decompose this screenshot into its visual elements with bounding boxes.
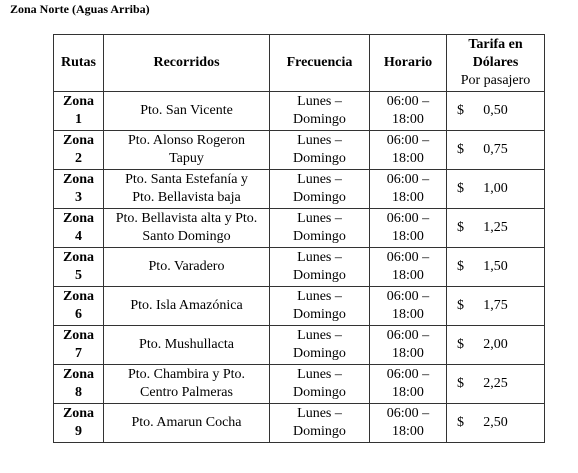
recorrido-line1: Pto. Mushullacta bbox=[139, 337, 234, 352]
cell-tarifa bbox=[447, 365, 545, 404]
tarifa-value: 0,50 bbox=[483, 103, 508, 118]
cell-horario bbox=[370, 92, 447, 131]
zona-label: Zona bbox=[62, 133, 95, 148]
zona-label: Zona bbox=[62, 211, 95, 226]
recorrido-line1: Pto. Santa Estefanía y bbox=[125, 172, 248, 187]
frecuencia-line2: Domingo bbox=[293, 385, 346, 400]
frecuencia-line1: Lunes – bbox=[297, 133, 342, 148]
horario-line1: 06:00 – bbox=[386, 406, 430, 421]
recorrido-line1: Pto. Varadero bbox=[148, 259, 225, 274]
cell-frecuencia bbox=[270, 131, 370, 170]
cell-horario bbox=[370, 287, 447, 326]
table-row bbox=[54, 404, 545, 443]
cell-recorrido bbox=[104, 404, 270, 443]
currency-symbol: $ bbox=[457, 415, 464, 430]
cell-horario bbox=[370, 326, 447, 365]
zona-number: 2 bbox=[75, 151, 82, 166]
zona-label: Zona bbox=[62, 172, 95, 187]
recorrido-line1: Pto. Alonso Rogeron bbox=[127, 133, 246, 148]
zona-number: 8 bbox=[75, 385, 82, 400]
cell-zona bbox=[54, 131, 104, 170]
recorrido-line1: Pto. Chambira y Pto. bbox=[127, 367, 246, 382]
cell-tarifa bbox=[447, 326, 545, 365]
zona-label: Zona bbox=[62, 289, 95, 304]
tarifa-value: 2,00 bbox=[483, 337, 508, 352]
frecuencia-line1: Lunes – bbox=[297, 328, 342, 343]
header-tarifa bbox=[447, 35, 545, 92]
cell-tarifa bbox=[447, 209, 545, 248]
frecuencia-line1: Lunes – bbox=[297, 367, 342, 382]
cell-zona bbox=[54, 248, 104, 287]
zona-number: 9 bbox=[75, 424, 82, 439]
cell-zona bbox=[54, 404, 104, 443]
horario-line2: 18:00 bbox=[392, 151, 424, 166]
cell-frecuencia bbox=[270, 365, 370, 404]
header-frecuencia: Frecuencia bbox=[270, 35, 370, 92]
frecuencia-line2: Domingo bbox=[293, 307, 346, 322]
frecuencia-line2: Domingo bbox=[293, 229, 346, 244]
table-row bbox=[54, 170, 545, 209]
table-row bbox=[54, 326, 545, 365]
cell-recorrido bbox=[104, 170, 270, 209]
frecuencia-line2: Domingo bbox=[293, 424, 346, 439]
cell-zona bbox=[54, 365, 104, 404]
recorrido-line1: Pto. Amarun Cocha bbox=[131, 415, 242, 430]
currency-symbol: $ bbox=[457, 220, 464, 235]
zona-number: 5 bbox=[75, 268, 82, 283]
currency-symbol: $ bbox=[457, 259, 464, 274]
frecuencia-line2: Domingo bbox=[293, 190, 346, 205]
header-tarifa-line2: Dólares bbox=[472, 55, 519, 70]
horario-line1: 06:00 – bbox=[386, 289, 430, 304]
cell-tarifa bbox=[447, 287, 545, 326]
cell-frecuencia bbox=[270, 248, 370, 287]
cell-recorrido bbox=[104, 287, 270, 326]
recorrido-line2: Tapuy bbox=[169, 151, 204, 166]
cell-frecuencia bbox=[270, 170, 370, 209]
currency-symbol: $ bbox=[457, 376, 464, 391]
header-rutas: Rutas bbox=[54, 35, 104, 92]
table-row bbox=[54, 248, 545, 287]
tarifa-value: 1,25 bbox=[483, 220, 508, 235]
recorrido-line1: Pto. Isla Amazónica bbox=[130, 298, 243, 313]
cell-tarifa bbox=[447, 248, 545, 287]
zona-label: Zona bbox=[62, 250, 95, 265]
cell-zona bbox=[54, 326, 104, 365]
horario-line2: 18:00 bbox=[392, 229, 424, 244]
cell-tarifa bbox=[447, 170, 545, 209]
cell-recorrido bbox=[104, 209, 270, 248]
horario-line1: 06:00 – bbox=[386, 172, 430, 187]
tarifa-value: 2,25 bbox=[483, 376, 508, 391]
cell-frecuencia bbox=[270, 404, 370, 443]
table-row bbox=[54, 287, 545, 326]
cell-tarifa bbox=[447, 404, 545, 443]
frecuencia-line2: Domingo bbox=[293, 112, 346, 127]
horario-line1: 06:00 – bbox=[386, 133, 430, 148]
horario-line2: 18:00 bbox=[392, 112, 424, 127]
frecuencia-line1: Lunes – bbox=[297, 211, 342, 226]
header-tarifa-line1: Tarifa en bbox=[468, 37, 523, 52]
cell-frecuencia bbox=[270, 92, 370, 131]
header-recorridos: Recorridos bbox=[104, 35, 270, 92]
tarifa-value: 0,75 bbox=[483, 142, 508, 157]
zona-number: 1 bbox=[75, 112, 82, 127]
recorrido-line2: Santo Domingo bbox=[142, 229, 231, 244]
horario-line1: 06:00 – bbox=[386, 250, 430, 265]
currency-symbol: $ bbox=[457, 298, 464, 313]
horario-line2: 18:00 bbox=[392, 190, 424, 205]
header-tarifa-line3: Por pasajero bbox=[460, 73, 531, 88]
header-horario: Horario bbox=[370, 35, 447, 92]
currency-symbol: $ bbox=[457, 181, 464, 196]
cell-recorrido bbox=[104, 92, 270, 131]
header-row bbox=[54, 35, 545, 92]
frecuencia-line2: Domingo bbox=[293, 268, 346, 283]
zona-number: 4 bbox=[75, 229, 82, 244]
cell-frecuencia bbox=[270, 287, 370, 326]
cell-frecuencia bbox=[270, 209, 370, 248]
cell-zona bbox=[54, 287, 104, 326]
cell-recorrido bbox=[104, 326, 270, 365]
horario-line2: 18:00 bbox=[392, 307, 424, 322]
horario-line1: 06:00 – bbox=[386, 211, 430, 226]
tarifa-value: 1,75 bbox=[483, 298, 508, 313]
currency-symbol: $ bbox=[457, 103, 464, 118]
zona-number: 6 bbox=[75, 307, 82, 322]
cell-recorrido bbox=[104, 131, 270, 170]
frecuencia-line1: Lunes – bbox=[297, 250, 342, 265]
cell-horario bbox=[370, 131, 447, 170]
zona-label: Zona bbox=[62, 406, 95, 421]
zona-number: 7 bbox=[75, 346, 82, 361]
zona-label: Zona bbox=[62, 328, 95, 343]
frecuencia-line1: Lunes – bbox=[297, 289, 342, 304]
tarifa-value: 1,50 bbox=[483, 259, 508, 274]
frecuencia-line1: Lunes – bbox=[297, 94, 342, 109]
frecuencia-line2: Domingo bbox=[293, 346, 346, 361]
cell-recorrido bbox=[104, 248, 270, 287]
table-caption: Zona Norte (Aguas Arriba) bbox=[10, 2, 150, 16]
horario-line2: 18:00 bbox=[392, 385, 424, 400]
horario-line2: 18:00 bbox=[392, 424, 424, 439]
currency-symbol: $ bbox=[457, 337, 464, 352]
routes-table bbox=[53, 34, 545, 443]
recorrido-line1: Pto. Bellavista alta y Pto. bbox=[115, 211, 258, 226]
cell-zona bbox=[54, 92, 104, 131]
cell-frecuencia bbox=[270, 326, 370, 365]
cell-tarifa bbox=[447, 92, 545, 131]
cell-horario bbox=[370, 248, 447, 287]
recorrido-line2: Pto. Bellavista baja bbox=[132, 190, 241, 205]
cell-zona bbox=[54, 170, 104, 209]
cell-horario bbox=[370, 170, 447, 209]
frecuencia-line1: Lunes – bbox=[297, 172, 342, 187]
cell-zona bbox=[54, 209, 104, 248]
horario-line1: 06:00 – bbox=[386, 94, 430, 109]
cell-horario bbox=[370, 209, 447, 248]
recorrido-line2: Centro Palmeras bbox=[140, 385, 233, 400]
cell-horario bbox=[370, 404, 447, 443]
cell-recorrido bbox=[104, 365, 270, 404]
zona-label: Zona bbox=[62, 367, 95, 382]
horario-line2: 18:00 bbox=[392, 268, 424, 283]
tarifa-value: 2,50 bbox=[483, 415, 508, 430]
zona-number: 3 bbox=[75, 190, 82, 205]
horario-line1: 06:00 – bbox=[386, 328, 430, 343]
horario-line1: 06:00 – bbox=[386, 367, 430, 382]
cell-tarifa bbox=[447, 131, 545, 170]
frecuencia-line1: Lunes – bbox=[297, 406, 342, 421]
currency-symbol: $ bbox=[457, 142, 464, 157]
horario-line2: 18:00 bbox=[392, 346, 424, 361]
table-row bbox=[54, 365, 545, 404]
tarifa-value: 1,00 bbox=[483, 181, 508, 196]
table-row bbox=[54, 131, 545, 170]
cell-horario bbox=[370, 365, 447, 404]
zona-label: Zona bbox=[62, 94, 95, 109]
frecuencia-line2: Domingo bbox=[293, 151, 346, 166]
recorrido-line1: Pto. San Vicente bbox=[140, 103, 233, 118]
table-row bbox=[54, 209, 545, 248]
table-row bbox=[54, 92, 545, 131]
